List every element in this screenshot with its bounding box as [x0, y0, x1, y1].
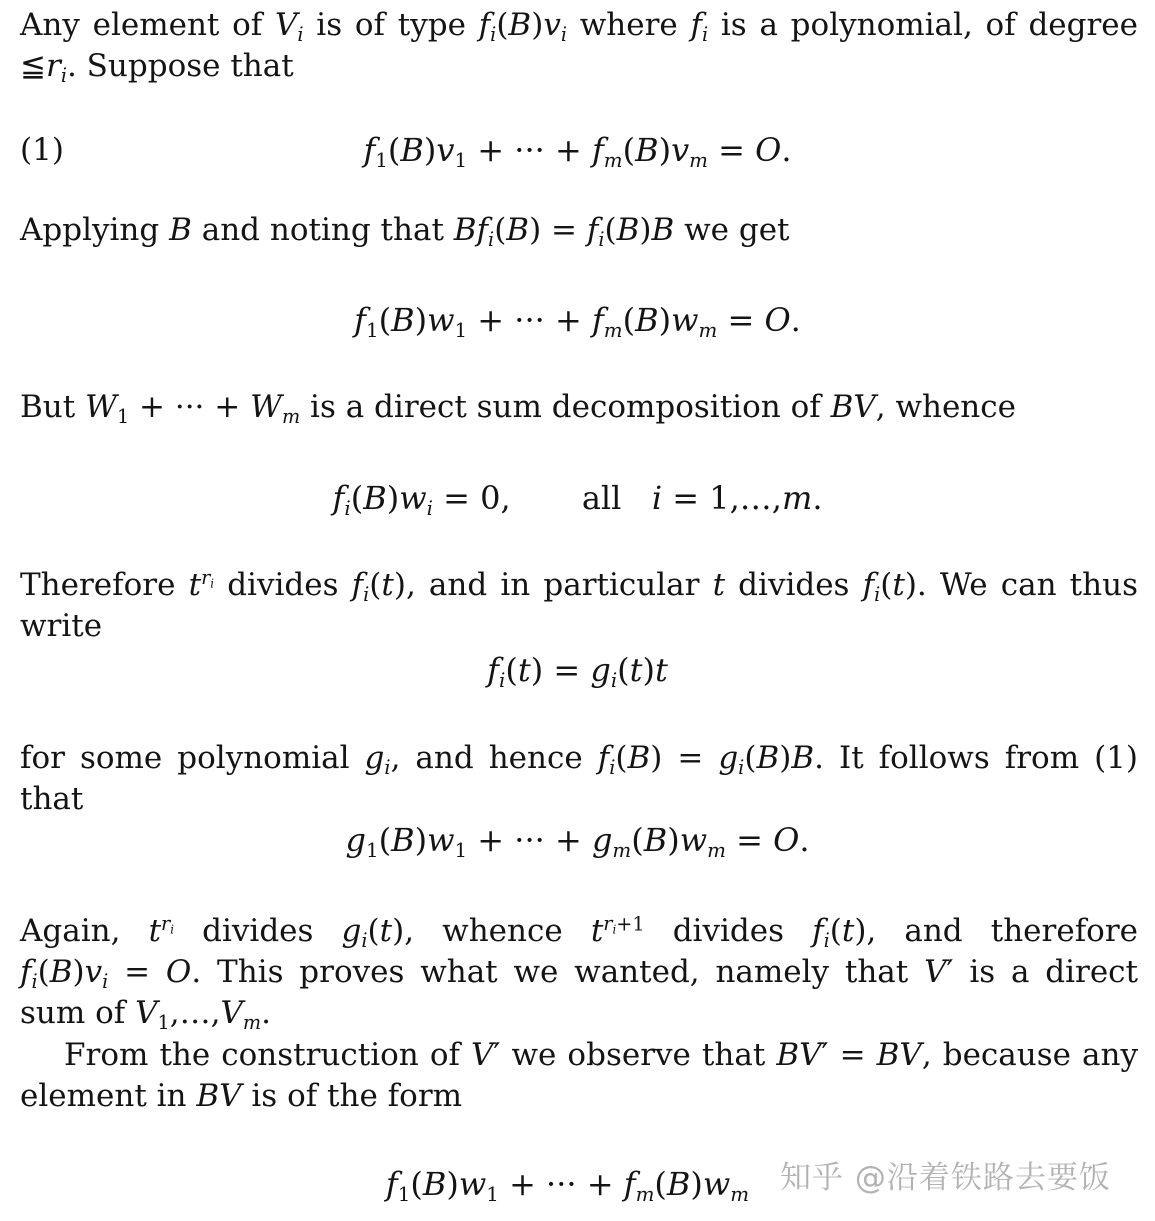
text-line-12: From the construction of V′ we observe that BV′ = BV, because any — [64, 1037, 1138, 1073]
text-line-5: Therefore $t^{r_i}$ divides $f_i(t)$, and in particular t divides $f_i(t)$. We can thus — [20, 566, 1138, 606]
text-line-9: Again, $t^{r_i}$ divides $g_i(t)$, whence $t^{r_i+1}$ divides $f_i(t)$, and therefore — [20, 912, 1138, 952]
equation-3: $f_i(B)w_i = 0$, all i = 1,…,m. — [332, 479, 823, 520]
watermark: 知乎 @沿着铁路去要饭 — [780, 1160, 1111, 1196]
text-line-8: that — [20, 781, 84, 817]
equation-4: $f_i(t) = g_i(t)t$ — [487, 651, 668, 692]
text-line-6: write — [20, 608, 103, 644]
equation-1: $f_1(B)v_1$ + ··· + $f_m(B)v_m = O$. — [363, 131, 792, 172]
text-line-11: sum of $V_1,\dots,V_m$. — [20, 995, 271, 1034]
text-line-4: But $W_1$ + ··· + $W_m$ is a direct sum decomposition of BV, whence — [20, 389, 1016, 428]
equation-5: $g_1(B)w_1$ + ··· + $g_m(B)w_m = O$. — [345, 821, 810, 862]
text-line-2: $≦r_i$. Suppose that — [20, 48, 294, 87]
text-line-3: Applying B and noting that $Bf_i(B) = f_i(B)B$ we get — [20, 212, 790, 251]
equation-2: $f_1(B)w_1$ + ··· + $f_m(B)w_m = O$. — [354, 301, 801, 342]
equation-number-1: (1) — [20, 132, 64, 168]
text-line-7: for some polynomial $g_i$, and hence $f_i(B) = g_i(B)B$. It follows from (1) — [20, 740, 1139, 779]
text-line-10: $f_i(B)v_i = O$. This proves what we wanted, namely that V′ is a direct — [20, 954, 1139, 993]
equation-6: $f_1(B)w_1$ + ··· + $f_m(B)w_m$ — [385, 1165, 750, 1206]
text-line-1: Any element of $V_i$ is of type $f_i(B)v_i$ where $f_i$ is a polynomial, of degree — [20, 7, 1138, 46]
text-line-13: element in BV is of the form — [20, 1078, 463, 1114]
